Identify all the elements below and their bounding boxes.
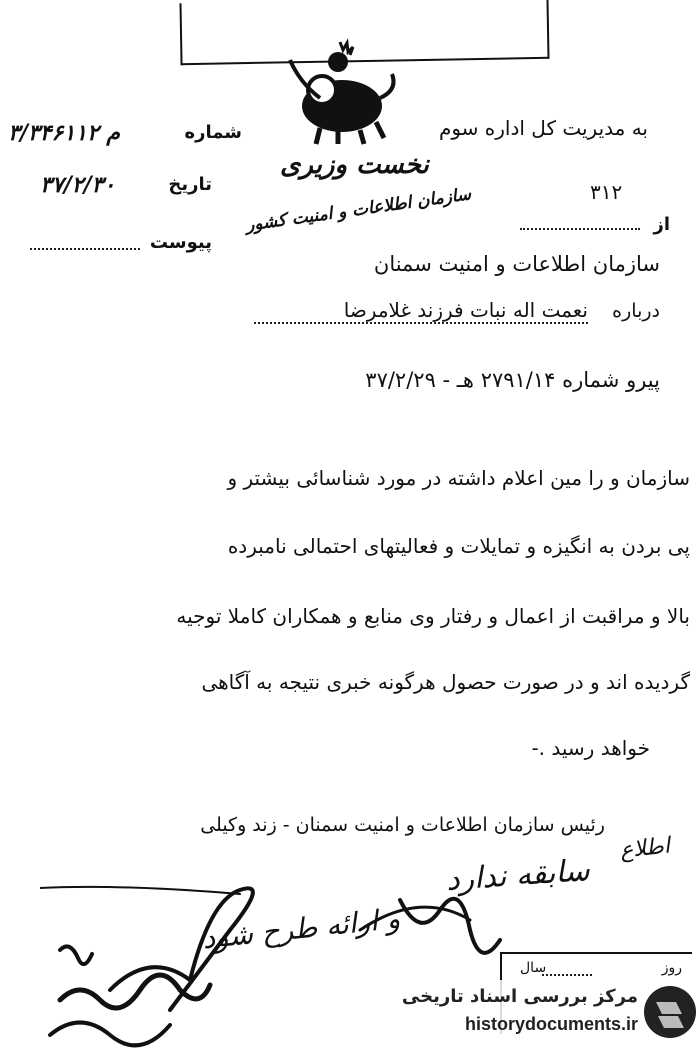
margin-note: اطلاع: [618, 833, 672, 864]
handwritten-note-2: و ارائه طرح شود: [200, 901, 402, 956]
archive-logo-icon: [642, 984, 698, 1040]
body-line-5: خواهد رسید .-: [531, 736, 650, 760]
subject-label: درباره: [612, 300, 660, 322]
watermark: [401, 980, 700, 1048]
body-line-2: پی بردن به انگیزه و تمایلات و فعالیتهای احتمالی نامبرده: [227, 534, 690, 558]
body-line-4: گردیده اند و در صورت حصول هرگونه خبری نتیجه به آگاهی: [201, 670, 690, 694]
from-field: [560, 180, 670, 240]
date-label: تاریخ: [168, 174, 212, 195]
date-field: [0, 170, 220, 204]
watermark-org-name: مرکز بررسی اسناد تاریخی: [401, 986, 638, 1007]
handwritten-note-1: سابقه ندارد: [445, 853, 592, 898]
number-label: شماره: [184, 122, 242, 143]
signature-line: رئیس سازمان اطلاعات و امنیت سمنان - زند وکیلی: [200, 814, 605, 836]
from-label: از: [653, 214, 670, 235]
subject-value: نعمت اله نبات فرزند غلامرضا: [254, 298, 588, 324]
stamp-fragment-day: روز: [661, 960, 682, 976]
stamp-fragment-year: سال: [520, 960, 547, 976]
addressee: به مدیریت کل اداره سوم: [438, 116, 648, 140]
from-code: ۳۱۲: [590, 180, 623, 204]
date-value: ۳۷/۲/۳۰: [40, 172, 116, 198]
watermark-url: historydocuments.ir: [464, 1014, 638, 1034]
attachment-field: [0, 230, 230, 260]
number-value: ۳/۳۴۶م ۱۱۲: [8, 120, 121, 146]
ministry-title: نخست وزیری: [280, 150, 429, 180]
reference-line: پیرو شماره ۲۷۹۱/۱۴ هـ - ۳۷/۲/۲۹: [365, 368, 660, 392]
subject-line: [140, 298, 660, 332]
attachment-label: پیوست: [149, 232, 212, 253]
number-field: [0, 118, 250, 152]
lion-and-sun-emblem: [280, 38, 410, 148]
body-line-3: بالا و مراقبت از اعمال و رفتار وی منابع و همکاران کاملا توجیه: [176, 604, 690, 628]
sender-line: سازمان اطلاعات و امنیت سمنان: [373, 252, 660, 276]
agency-title: سازمان اطلاعات و امنیت کشور: [244, 184, 473, 236]
body-line-1: سازمان و را مین اعلام داشته در مورد شناسائی بیشتر و: [227, 466, 690, 490]
